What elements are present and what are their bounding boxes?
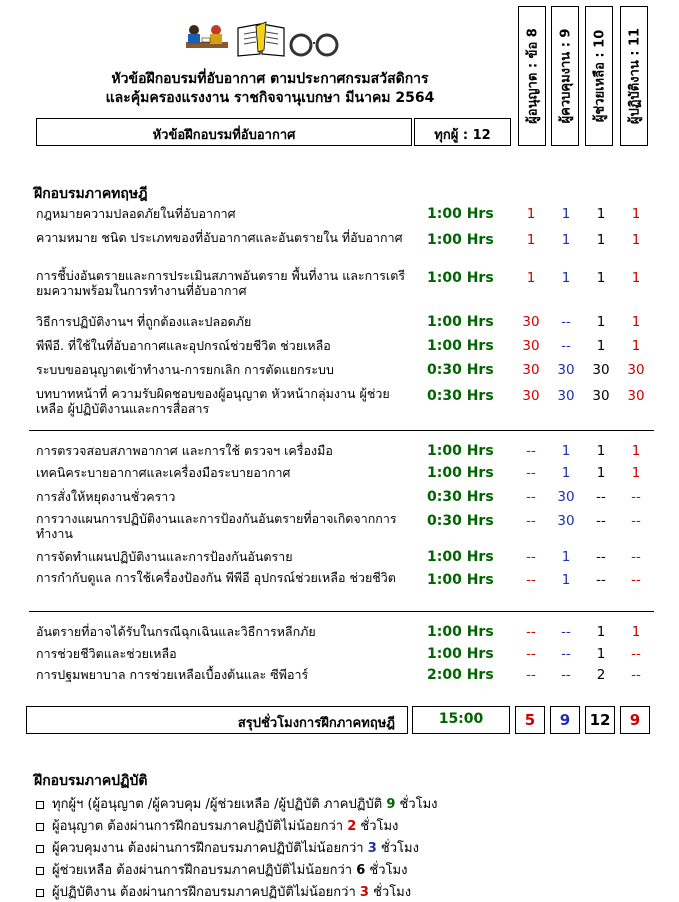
cell-supervisor: -- (561, 338, 571, 354)
hours-value: 1:00 Hrs (427, 549, 494, 565)
cell-permit-issuer: -- (526, 667, 536, 683)
cell-supervisor: 30 (557, 388, 575, 404)
topic-text: การชี้บ่งอันตรายและการประเมินสภาพอันตราย พื้นที่งาน และการเตรียมความพร้อมในการทำงานที่อับอากาศ (36, 268, 406, 298)
cell-rescuer: 1 (596, 624, 606, 640)
list-item-text: ทุกผู้ฯ (ผู้อนุญาต /ผู้ควบคุม /ผู้ช่วยเหลือ /ผู้ปฏิบัติ ภาคปฏิบัติ (52, 797, 383, 812)
topic-text: การปฐมพยาบาล การช่วยเหลือเบื้องต้นและ ซีพีอาร์ (36, 667, 309, 682)
summary-cell-rescuer (585, 706, 615, 734)
topic-header-label: หัวข้อฝึกอบรมที่อับอากาศ (152, 128, 296, 143)
cell-permit-issuer: -- (526, 572, 536, 588)
summary-value: 9 (629, 711, 641, 729)
topic-text: การช่วยชีวิตและช่วยเหลือ (36, 646, 177, 661)
hours-value: 0:30 Hrs (427, 362, 494, 378)
list-item (36, 881, 411, 902)
hours-value: 2:00 Hrs (427, 667, 494, 683)
topic-text: วิธีการปฏิบัติงานฯ ที่ถูกต้องและปลอดภัย (36, 314, 252, 329)
list-item (36, 793, 438, 814)
list-item-text: ผู้ปฏิบัติงาน ต้องผ่านการฝึกอบรมภาคปฏิบัติไม่น้อยกว่า (52, 885, 356, 900)
cell-supervisor: 30 (557, 362, 575, 378)
cell-permit-issuer: 30 (522, 362, 540, 378)
topic-header-box (36, 118, 412, 146)
cell-permit-issuer: -- (526, 513, 536, 529)
list-item-text: ผู้อนุญาต ต้องผ่านการฝึกอบรมภาคปฏิบัติไม่น้อยกว่า (52, 819, 344, 834)
cell-rescuer: 30 (592, 362, 610, 378)
cell-worker: -- (631, 549, 641, 565)
handcuffs-icon (288, 30, 340, 58)
cell-worker: -- (631, 489, 641, 505)
summary-cell-supervisor (550, 706, 580, 734)
cell-worker: 30 (627, 388, 645, 404)
column-header-label: ผู้อนุญาต : ข้อ 8 (525, 28, 541, 124)
cell-supervisor: 1 (561, 572, 571, 588)
cell-supervisor: 1 (561, 270, 571, 286)
cell-permit-issuer: -- (526, 489, 536, 505)
bullet-square-icon (36, 801, 44, 809)
list-item-text: ผู้ควบคุมงาน ต้องผ่านการฝึกอบรมภาคปฏิบัติไม่น้อยกว่า (52, 841, 364, 856)
topic-text: เทคนิคระบายอากาศและเครื่องมือระบายอากาศ (36, 465, 291, 480)
group-divider (29, 611, 654, 612)
cell-worker: 1 (631, 206, 641, 222)
summary-total: 15:00 (438, 711, 484, 727)
hours-number: 3 (359, 885, 369, 900)
hours-number: 9 (386, 797, 396, 812)
hours-value: 1:00 Hrs (427, 465, 494, 481)
column-header-label: ผู้ควบคุมงาน : 9 (558, 28, 574, 124)
everyone-header-box (414, 118, 511, 146)
bullet-square-icon (36, 823, 44, 831)
topic-text: การสั่งให้หยุดงานชั่วคราว (36, 489, 176, 504)
summary-value: 12 (589, 711, 611, 729)
cell-rescuer: -- (596, 549, 606, 565)
column-header-supervisor (551, 6, 579, 146)
cell-worker: 1 (631, 338, 641, 354)
hours-value: 0:30 Hrs (427, 489, 494, 505)
column-header-label: ผู้ปฏิบัติงาน : 11 (627, 27, 643, 125)
cell-rescuer: -- (596, 513, 606, 529)
hours-unit: ชั่วโมง (360, 819, 399, 834)
summary-cell-worker (620, 706, 650, 734)
cell-supervisor: 1 (561, 465, 571, 481)
cell-supervisor: 1 (561, 443, 571, 459)
theory-heading: ฝึกอบรมภาคทฤษฎี (34, 186, 148, 202)
cell-worker: -- (631, 513, 641, 529)
topic-text: ความหมาย ชนิด ประเภทของที่อับอากาศและอันตรายใน ที่อับอากาศ (36, 230, 403, 245)
topic-text: ระบบขออนุญาตเข้าทำงาน-การยกเลิก การตัดแยกระบบ (36, 362, 334, 377)
hours-value: 0:30 Hrs (427, 388, 494, 404)
bullet-square-icon (36, 845, 44, 853)
cell-rescuer: 1 (596, 443, 606, 459)
cell-permit-issuer: 1 (526, 270, 536, 286)
cell-supervisor: 1 (561, 206, 571, 222)
hours-number: 2 (347, 819, 357, 834)
cell-rescuer: 30 (592, 388, 610, 404)
cell-worker: -- (631, 572, 641, 588)
hours-unit: ชั่วโมง (399, 797, 438, 812)
hours-number: 3 (367, 841, 377, 856)
hours-value: 1:00 Hrs (427, 314, 494, 330)
column-header-rescuer (585, 6, 613, 146)
cell-worker: 1 (631, 624, 641, 640)
title-line-2: และคุ้มครองแรงงาน ราชกิจจานุเบกษา มีนาคม 2564 (105, 90, 435, 106)
cell-permit-issuer: -- (526, 465, 536, 481)
cell-rescuer: 2 (596, 667, 606, 683)
cell-rescuer: -- (596, 572, 606, 588)
cell-rescuer: 1 (596, 465, 606, 481)
column-header-worker (620, 6, 648, 146)
column-header-permit-issuer (518, 6, 546, 146)
cell-rescuer: -- (596, 489, 606, 505)
summary-label: สรุปชั่วโมงการฝึกภาคทฤษฎี (237, 716, 395, 731)
hours-value: 1:00 Hrs (427, 338, 494, 354)
hours-value: 1:00 Hrs (427, 232, 494, 248)
cell-worker: -- (631, 667, 641, 683)
cell-worker: -- (631, 646, 641, 662)
bullet-square-icon (36, 867, 44, 875)
topic-text: การกำกับดูแล การใช้เครื่องป้องกัน พีพีอี อุปกรณ์ช่วยเหลือ ช่วยชีวิต (36, 570, 396, 585)
cell-permit-issuer: 1 (526, 206, 536, 222)
cell-supervisor: -- (561, 624, 571, 640)
topic-text: การตรวจสอบสภาพอากาศ และการใช้ ตรวจฯ เครื่องมือ (36, 443, 333, 458)
topic-text: การวางแผนการปฏิบัติงานและการป้องกันอันตรายที่อาจเกิดจากการทำงาน (36, 511, 397, 541)
topic-text: การจัดทำแผนปฏิบัติงานและการป้องกันอันตราย (36, 549, 293, 564)
list-item (36, 837, 419, 858)
hours-value: 1:00 Hrs (427, 624, 494, 640)
cell-permit-issuer: 1 (526, 232, 536, 248)
summary-cell-permit-issuer (515, 706, 545, 734)
list-item (36, 859, 407, 880)
cell-rescuer: 1 (596, 270, 606, 286)
cell-rescuer: 1 (596, 206, 606, 222)
topic-text: อันตรายที่อาจได้รับในกรณีฉุกเฉินและวิธีการหลีกภัย (36, 624, 316, 639)
title-line-1: หัวข้อฝึกอบรมที่อับอากาศ ตามประกาศกรมสวัสดิการ (111, 71, 429, 87)
cell-permit-issuer: -- (526, 646, 536, 662)
cell-supervisor: 1 (561, 549, 571, 565)
summary-total-box (412, 706, 510, 734)
topic-text: บทบาทหน้าที่ ความรับผิดชอบของผู้อนุญาต หัวหน้ากลุ่มงาน ผู้ช่วยเหลือ ผู้ปฏิบัติงานและการสื่อสาร (36, 386, 390, 416)
list-item-text: ผู้ช่วยเหลือ ต้องผ่านการฝึกอบรมภาคปฏิบัติไม่น้อยกว่า (52, 863, 353, 878)
cell-permit-issuer: 30 (522, 388, 540, 404)
everyone-header-label: ทุกผู้ : 12 (434, 128, 491, 143)
practical-heading: ฝึกอบรมภาคปฏิบัติ (34, 773, 148, 789)
topic-text: กฎหมายความปลอดภัยในที่อับอากาศ (36, 206, 236, 221)
cell-supervisor: 1 (561, 232, 571, 248)
cell-supervisor: 30 (557, 513, 575, 529)
cell-worker: 1 (631, 465, 641, 481)
cell-rescuer: 1 (596, 646, 606, 662)
cell-worker: 1 (631, 443, 641, 459)
cell-permit-issuer: -- (526, 624, 536, 640)
cell-permit-issuer: 30 (522, 338, 540, 354)
summary-label-box (26, 706, 408, 734)
cell-permit-issuer: -- (526, 443, 536, 459)
cell-permit-issuer: -- (526, 549, 536, 565)
cell-supervisor: -- (561, 667, 571, 683)
list-item (36, 815, 398, 836)
open-book-icon (236, 20, 286, 58)
summary-value: 9 (559, 711, 571, 729)
hours-value: 1:00 Hrs (427, 270, 494, 286)
hours-number: 6 (356, 863, 366, 878)
hours-value: 0:30 Hrs (427, 513, 494, 529)
cell-worker: 1 (631, 270, 641, 286)
cell-worker: 30 (627, 362, 645, 378)
hours-unit: ชั่วโมง (369, 863, 408, 878)
cell-supervisor: 30 (557, 489, 575, 505)
cell-rescuer: 1 (596, 338, 606, 354)
hours-value: 1:00 Hrs (427, 572, 494, 588)
cell-permit-issuer: 30 (522, 314, 540, 330)
hours-unit: ชั่วโมง (373, 885, 412, 900)
cell-rescuer: 1 (596, 314, 606, 330)
cell-supervisor: -- (561, 646, 571, 662)
column-header-label: ผู้ช่วยเหลือ : 10 (592, 29, 608, 123)
hours-value: 1:00 Hrs (427, 443, 494, 459)
hours-value: 1:00 Hrs (427, 206, 494, 222)
cell-supervisor: -- (561, 314, 571, 330)
summary-value: 5 (524, 711, 536, 729)
cell-worker: 1 (631, 232, 641, 248)
hours-unit: ชั่วโมง (380, 841, 419, 856)
topic-text: พีพีอี. ที่ใช้ในที่อับอากาศและอุปกรณ์ช่วยชีวิต ช่วยเหลือ (36, 338, 331, 353)
hours-value: 1:00 Hrs (427, 646, 494, 662)
cell-worker: 1 (631, 314, 641, 330)
bullet-square-icon (36, 889, 44, 897)
group-divider (29, 430, 654, 431)
cell-rescuer: 1 (596, 232, 606, 248)
meeting-people-icon (182, 22, 232, 56)
